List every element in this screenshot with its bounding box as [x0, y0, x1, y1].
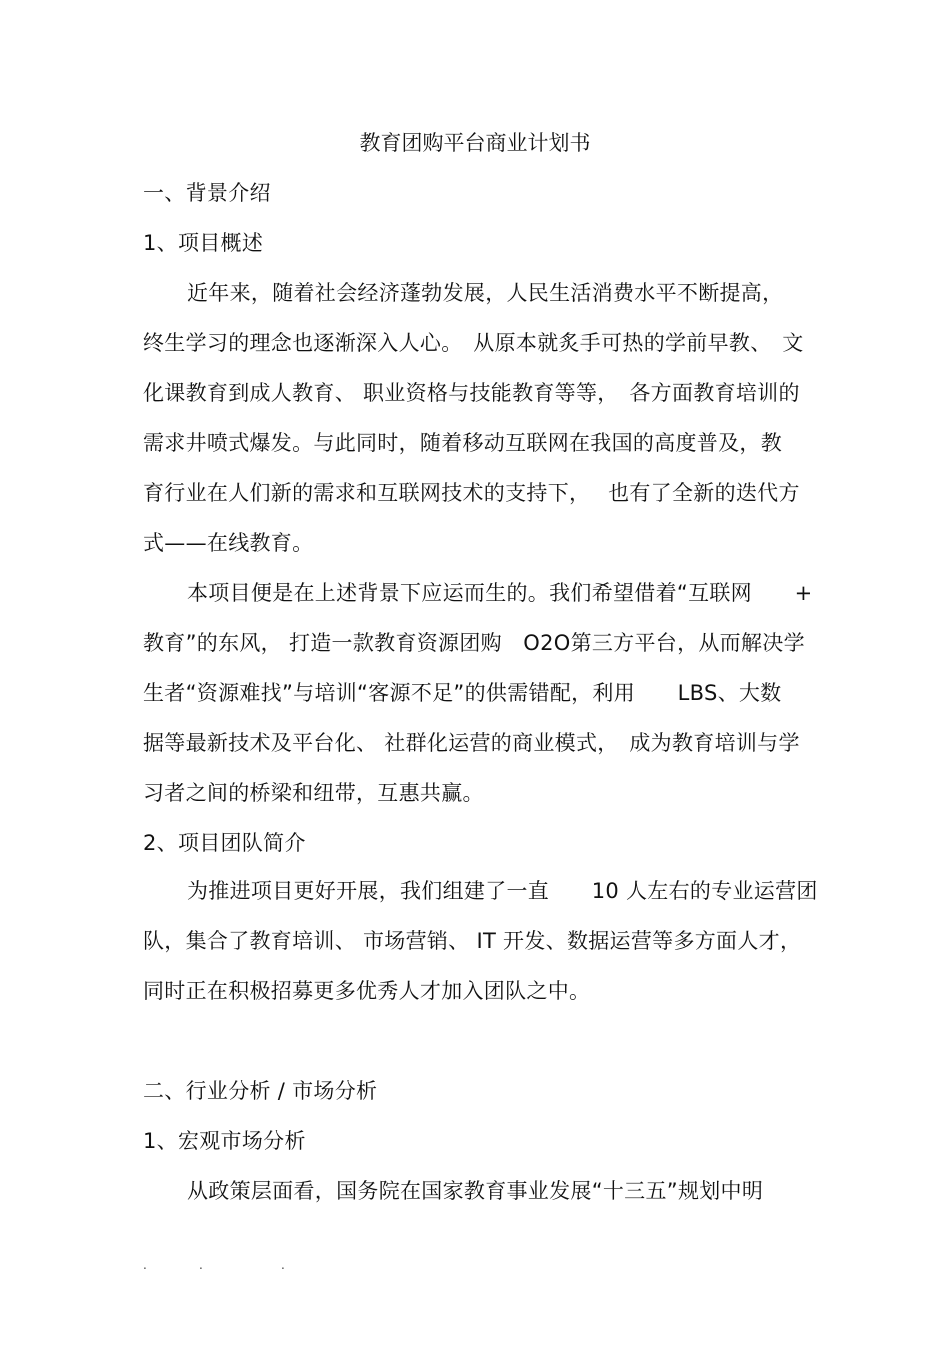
footer-dot: .	[143, 1258, 147, 1272]
paragraph-line: 近年来，随着社会经济蓬勃发展，人民生活消费水平不断提高，	[187, 281, 784, 305]
subsection-heading-overview: 1、项目概述	[143, 231, 264, 255]
paragraph-line: 从政策层面看，国务院在国家教育事业发展“十三五”规划中明	[187, 1179, 764, 1203]
section-heading-background: 一、背景介绍	[143, 181, 271, 205]
paragraph-line: 教育”的东风， 打造一款教育资源团购 O2O第三方平台，从而解决学	[143, 631, 805, 655]
paragraph-line: 为推进项目更好开展，我们组建了一直 10 人左右的专业运营团	[187, 879, 818, 903]
paragraph-line: 化课教育到成人教育、 职业资格与技能教育等等， 各方面教育培训的	[143, 381, 800, 405]
paragraph-line: 据等最新技术及平台化、 社群化运营的商业模式， 成为教育培训与学	[143, 731, 800, 755]
paragraph-line: 需求井喷式爆发。与此同时，随着移动互联网在我国的高度普及，教	[143, 431, 782, 455]
paragraph-line: 本项目便是在上述背景下应运而生的。我们希望借着“互联网 +	[187, 581, 813, 605]
footer-dot: .	[281, 1258, 285, 1272]
footer-dot: .	[199, 1258, 203, 1272]
paragraph-line: 同时正在积极招募更多优秀人才加入团队之中。	[143, 979, 591, 1003]
subsection-heading-team: 2、项目团队简介	[143, 831, 306, 855]
document-title: 教育团购平台商业计划书	[359, 131, 591, 155]
paragraph-line: 队，集合了教育培训、 市场营销、 IT 开发、数据运营等多方面人才，	[143, 929, 802, 953]
paragraph-line: 式——在线教育。	[143, 531, 314, 555]
subsection-heading-macro: 1、宏观市场分析	[143, 1129, 306, 1153]
paragraph-line: 育行业在人们新的需求和互联网技术的支持下， 也有了全新的迭代方	[143, 481, 800, 505]
paragraph-line: 终生学习的理念也逐渐深入人心。 从原本就炙手可热的学前早教、 文	[143, 331, 804, 355]
paragraph-line: 生者“资源难找”与培训“客源不足”的供需错配，利用 LBS、大数	[143, 681, 782, 705]
paragraph-line: 习者之间的桥梁和纽带，互惠共赢。	[143, 781, 484, 805]
section-heading-industry: 二、行业分析 / 市场分析	[143, 1079, 378, 1103]
